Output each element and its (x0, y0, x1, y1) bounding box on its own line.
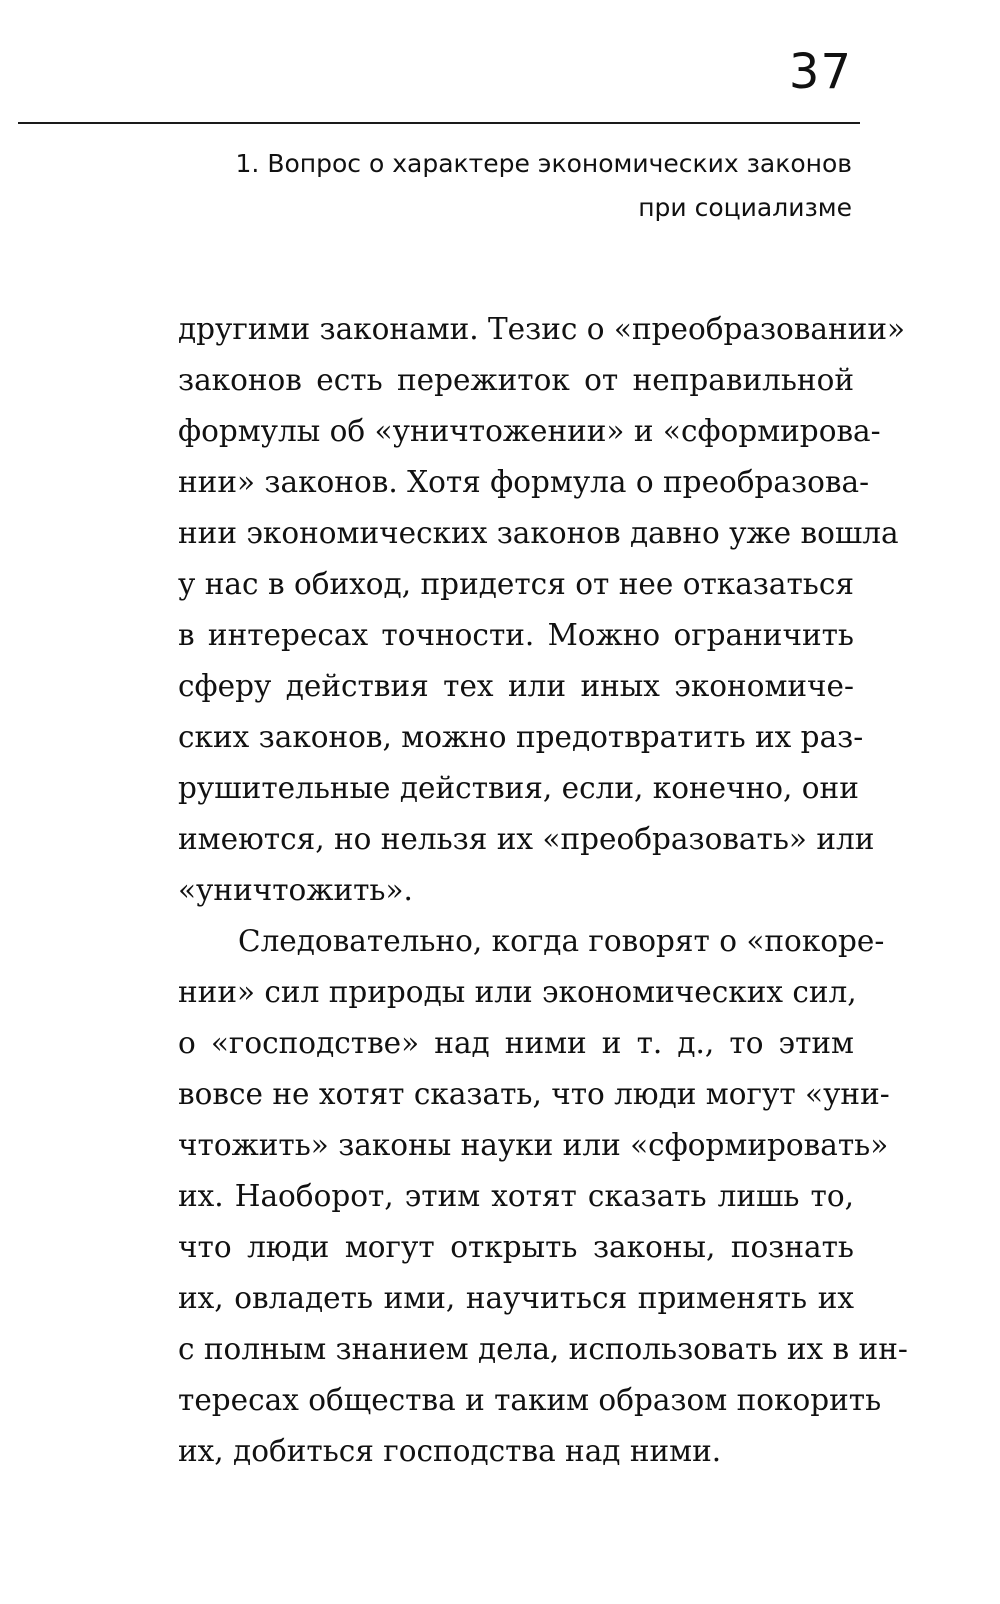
text-line: имеются, но нельзя их «преобразовать» или (178, 822, 875, 856)
text-line: рушительные действия, если, конечно, они (178, 771, 859, 805)
body-text (178, 304, 908, 1477)
text-line: другими законами. Тезис о «преобразовании» (178, 312, 906, 346)
text-line: нии» законов. Хотя формула о преобразова- (178, 465, 870, 499)
page-number: 37 (788, 44, 852, 100)
text-line: тересах общества и таким образом покорить (178, 1383, 882, 1417)
running-head-line-1: 1. Вопрос о характере экономических законов (235, 149, 852, 178)
text-line: формулы об «уничтожении» и «сформирова- (178, 414, 881, 448)
text-line: законов есть пережиток от неправильной (178, 363, 854, 397)
text-line: вовсе не хотят сказать, что люди могут «уни- (178, 1077, 890, 1111)
text-line: о «господстве» над ними и т. д., то этим (178, 1026, 854, 1060)
text-line: что люди могут открыть законы, познать (178, 1230, 854, 1264)
running-head (132, 142, 852, 230)
text-line: их. Наоборот, этим хотят сказать лишь то, (178, 1179, 854, 1213)
text-line: с полным знанием дела, использовать их в ин- (178, 1332, 908, 1366)
text-line: нии экономических законов давно уже вошла (178, 516, 899, 550)
header-rule (18, 122, 860, 124)
text-line: их, овладеть ими, научиться применять их (178, 1281, 854, 1315)
text-line: их, добиться господства над ними. (178, 1434, 722, 1468)
text-line: сферу действия тех или иных экономиче- (178, 669, 854, 703)
text-line: Следовательно, когда говорят о «покоре- (238, 924, 885, 958)
paragraph-1 (178, 304, 906, 916)
text-line: у нас в обиход, придется от нее отказаться (178, 567, 854, 601)
text-line: в интересах точности. Можно ограничить (178, 618, 854, 652)
paragraph-2 (178, 916, 908, 1477)
text-line: ских законов, можно предотвратить их раз- (178, 720, 864, 754)
text-line: чтожить» законы науки или «сформировать» (178, 1128, 889, 1162)
text-line: нии» сил природы или экономических сил, (178, 975, 857, 1009)
running-head-line-2: при социализме (638, 193, 852, 222)
text-line: «уничтожить». (178, 873, 413, 907)
